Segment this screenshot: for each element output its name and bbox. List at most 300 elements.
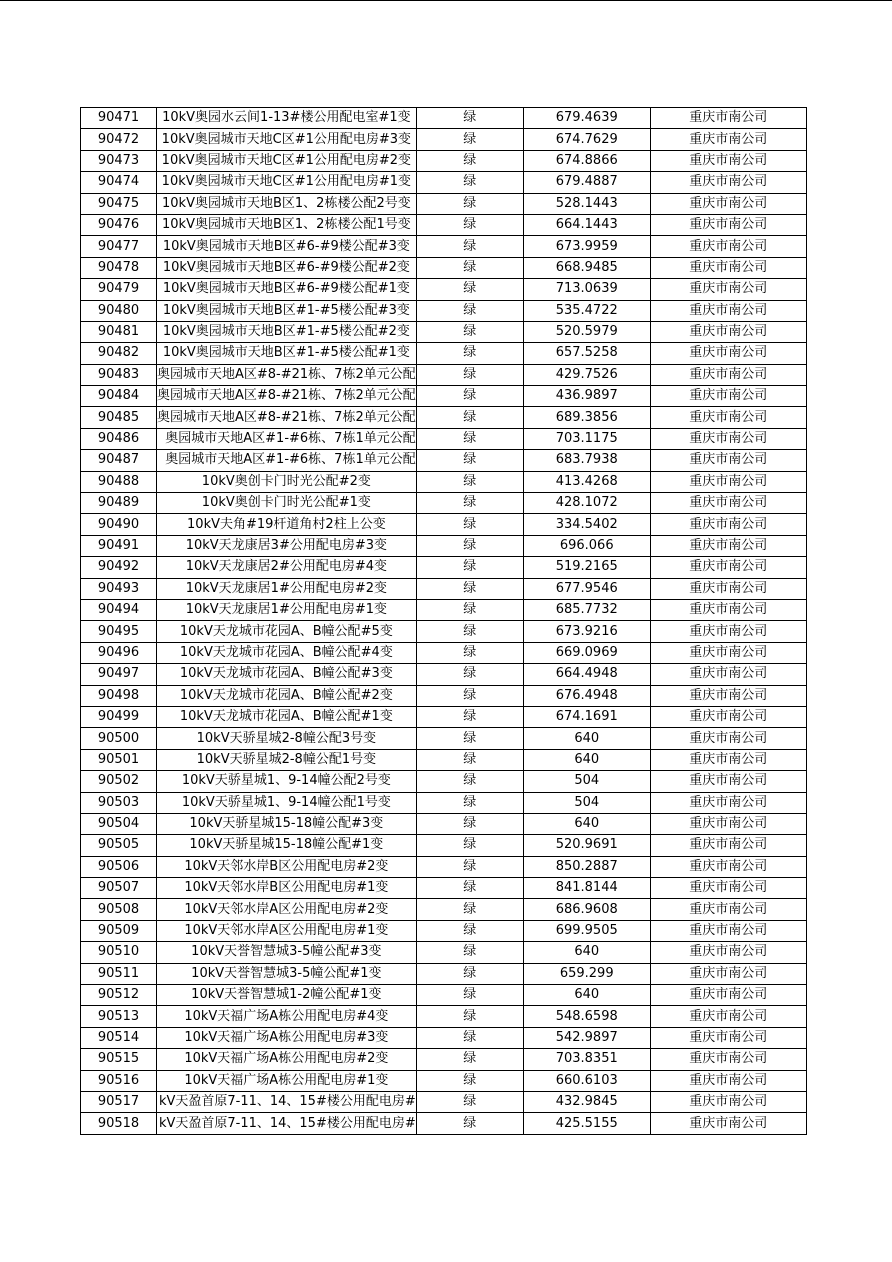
- id-cell: 90515: [81, 1049, 157, 1070]
- company-cell: 重庆市南公司: [650, 257, 806, 278]
- table-row: [81, 706, 807, 727]
- status-cell: 绿: [416, 214, 523, 235]
- status-cell: 绿: [416, 150, 523, 171]
- status-cell: 绿: [416, 300, 523, 321]
- name-label: 奥园城市天地A区#1-#6栋、7栋1单元公配: [165, 431, 416, 447]
- table-row: [81, 963, 807, 984]
- table-row: [81, 407, 807, 428]
- value-cell: 664.4948: [523, 664, 650, 685]
- company-cell: 重庆市南公司: [650, 856, 806, 877]
- company-cell: 重庆市南公司: [650, 1091, 806, 1112]
- name-text: [157, 408, 416, 428]
- id-cell: 90495: [81, 621, 157, 642]
- value-cell: 713.0639: [523, 279, 650, 300]
- id-cell: 90487: [81, 450, 157, 471]
- table-row: [81, 1049, 807, 1070]
- table-row: [81, 557, 807, 578]
- table-row: [81, 771, 807, 792]
- company-cell: 重庆市南公司: [650, 963, 806, 984]
- name-cell: 10kV奥园城市天地B区#6-#9楼公配#2变: [157, 257, 417, 278]
- company-cell: 重庆市南公司: [650, 1027, 806, 1048]
- table-row: [81, 172, 807, 193]
- name-label: 奥园城市天地A区#8-#21栋、7栋2单元公配: [157, 366, 416, 382]
- company-cell: 重庆市南公司: [650, 108, 806, 129]
- status-cell: 绿: [416, 963, 523, 984]
- status-cell: 绿: [416, 535, 523, 556]
- id-cell: 90489: [81, 493, 157, 514]
- name-cell: 10kV天邻水岸A区公用配电房#1变: [157, 920, 417, 941]
- value-cell: 668.9485: [523, 257, 650, 278]
- name-text: [157, 365, 416, 385]
- company-cell: 重庆市南公司: [650, 236, 806, 257]
- status-cell: 绿: [416, 920, 523, 941]
- status-cell: 绿: [416, 493, 523, 514]
- company-cell: 重庆市南公司: [650, 214, 806, 235]
- table-row: [81, 321, 807, 342]
- company-cell: 重庆市南公司: [650, 129, 806, 150]
- value-cell: 841.8144: [523, 878, 650, 899]
- table-row: [81, 257, 807, 278]
- table-row: [81, 450, 807, 471]
- id-cell: 90498: [81, 685, 157, 706]
- name-text: [157, 1114, 416, 1134]
- company-cell: 重庆市南公司: [650, 642, 806, 663]
- name-text: [157, 386, 416, 406]
- company-cell: 重庆市南公司: [650, 535, 806, 556]
- value-cell: 640: [523, 749, 650, 770]
- name-cell: 10kV天邻水岸A区公用配电房#2变: [157, 899, 417, 920]
- id-cell: 90481: [81, 321, 157, 342]
- table-row: [81, 493, 807, 514]
- name-cell: 10kV奥园城市天地B区#1-#5楼公配#1变: [157, 343, 417, 364]
- company-cell: 重庆市南公司: [650, 792, 806, 813]
- id-cell: 90518: [81, 1113, 157, 1134]
- status-cell: 绿: [416, 792, 523, 813]
- name-cell: 10kV奥创卡门时光公配#1变: [157, 493, 417, 514]
- id-cell: 90500: [81, 728, 157, 749]
- value-cell: 425.5155: [523, 1113, 650, 1134]
- status-cell: 绿: [416, 621, 523, 642]
- company-cell: 重庆市南公司: [650, 300, 806, 321]
- company-cell: 重庆市南公司: [650, 150, 806, 171]
- name-cell: 10kV天邻水岸B区公用配电房#1变: [157, 878, 417, 899]
- company-cell: 重庆市南公司: [650, 386, 806, 407]
- value-cell: 657.5258: [523, 343, 650, 364]
- value-cell: 676.4948: [523, 685, 650, 706]
- table-row: [81, 792, 807, 813]
- id-cell: 90514: [81, 1027, 157, 1048]
- company-cell: 重庆市南公司: [650, 749, 806, 770]
- company-cell: 重庆市南公司: [650, 706, 806, 727]
- table-row: [81, 813, 807, 834]
- id-cell: 90486: [81, 428, 157, 449]
- table-row: [81, 364, 807, 385]
- id-cell: 90507: [81, 878, 157, 899]
- status-cell: 绿: [416, 835, 523, 856]
- id-cell: 90477: [81, 236, 157, 257]
- value-cell: 674.1691: [523, 706, 650, 727]
- status-cell: 绿: [416, 557, 523, 578]
- value-cell: 436.9897: [523, 386, 650, 407]
- status-cell: 绿: [416, 813, 523, 834]
- company-cell: 重庆市南公司: [650, 364, 806, 385]
- id-cell: 90479: [81, 279, 157, 300]
- table-row: [81, 685, 807, 706]
- name-cell: 10kV天福广场A栋公用配电房#4变: [157, 1006, 417, 1027]
- table-row: [81, 386, 807, 407]
- table-row: [81, 343, 807, 364]
- name-cell: [157, 1113, 417, 1134]
- id-cell: 90493: [81, 578, 157, 599]
- table-row: [81, 1070, 807, 1091]
- name-cell: [157, 407, 417, 428]
- name-cell: 10kV奥园城市天地C区#1公用配电房#3变: [157, 129, 417, 150]
- table-row: [81, 642, 807, 663]
- page-top-border: [0, 0, 892, 1]
- id-cell: 90508: [81, 899, 157, 920]
- value-cell: 640: [523, 942, 650, 963]
- status-cell: 绿: [416, 471, 523, 492]
- table-row: [81, 279, 807, 300]
- status-cell: 绿: [416, 257, 523, 278]
- value-cell: 548.6598: [523, 1006, 650, 1027]
- name-cell: 10kV天龙康居3#公用配电房#3变: [157, 535, 417, 556]
- value-cell: 664.1443: [523, 214, 650, 235]
- name-cell: [157, 386, 417, 407]
- status-cell: 绿: [416, 1113, 523, 1134]
- table-row: [81, 664, 807, 685]
- id-cell: 90478: [81, 257, 157, 278]
- value-cell: 699.9505: [523, 920, 650, 941]
- id-cell: 90499: [81, 706, 157, 727]
- name-cell: 10kV天龙城市花园A、B幢公配#1变: [157, 706, 417, 727]
- value-cell: 640: [523, 985, 650, 1006]
- status-cell: 绿: [416, 749, 523, 770]
- name-cell: 10kV天龙康居1#公用配电房#1变: [157, 599, 417, 620]
- id-cell: 90484: [81, 386, 157, 407]
- status-cell: 绿: [416, 578, 523, 599]
- id-cell: 90492: [81, 557, 157, 578]
- company-cell: 重庆市南公司: [650, 450, 806, 471]
- name-cell: 10kV奥园城市天地B区#1-#5楼公配#2变: [157, 321, 417, 342]
- company-cell: 重庆市南公司: [650, 728, 806, 749]
- id-cell: 90480: [81, 300, 157, 321]
- name-cell: 10kV天誉智慧城3-5幢公配#1变: [157, 963, 417, 984]
- id-cell: 90482: [81, 343, 157, 364]
- status-cell: 绿: [416, 878, 523, 899]
- name-text: [157, 1092, 416, 1112]
- status-cell: 绿: [416, 685, 523, 706]
- company-cell: 重庆市南公司: [650, 621, 806, 642]
- value-cell: 679.4639: [523, 108, 650, 129]
- value-cell: 660.6103: [523, 1070, 650, 1091]
- value-cell: 696.066: [523, 535, 650, 556]
- table-row: [81, 1091, 807, 1112]
- name-cell: 10kV奥园城市天地C区#1公用配电房#2变: [157, 150, 417, 171]
- value-cell: 640: [523, 813, 650, 834]
- value-cell: 520.5979: [523, 321, 650, 342]
- table-row: [81, 300, 807, 321]
- id-cell: 90472: [81, 129, 157, 150]
- status-cell: 绿: [416, 193, 523, 214]
- value-cell: 677.9546: [523, 578, 650, 599]
- status-cell: 绿: [416, 428, 523, 449]
- status-cell: 绿: [416, 407, 523, 428]
- company-cell: 重庆市南公司: [650, 407, 806, 428]
- id-cell: 90509: [81, 920, 157, 941]
- name-cell: 10kV奥园城市天地B区#6-#9楼公配#3变: [157, 236, 417, 257]
- company-cell: 重庆市南公司: [650, 771, 806, 792]
- name-cell: 10kV天邻水岸B区公用配电房#2变: [157, 856, 417, 877]
- company-cell: 重庆市南公司: [650, 193, 806, 214]
- name-cell: 10kV夫角#19杆道角村2柱上公变: [157, 514, 417, 535]
- value-cell: 432.9845: [523, 1091, 650, 1112]
- id-cell: 90505: [81, 835, 157, 856]
- company-cell: 重庆市南公司: [650, 920, 806, 941]
- id-cell: 90491: [81, 535, 157, 556]
- id-cell: 90490: [81, 514, 157, 535]
- status-cell: 绿: [416, 108, 523, 129]
- table-row: [81, 835, 807, 856]
- value-cell: 683.7938: [523, 450, 650, 471]
- id-cell: 90488: [81, 471, 157, 492]
- company-cell: 重庆市南公司: [650, 985, 806, 1006]
- status-cell: 绿: [416, 1091, 523, 1112]
- value-cell: 334.5402: [523, 514, 650, 535]
- table-row: [81, 728, 807, 749]
- company-cell: 重庆市南公司: [650, 664, 806, 685]
- name-cell: 10kV天骄星城1、9-14幢公配1号变: [157, 792, 417, 813]
- id-cell: 90512: [81, 985, 157, 1006]
- status-cell: 绿: [416, 172, 523, 193]
- id-cell: 90504: [81, 813, 157, 834]
- name-cell: 10kV奥园城市天地B区#6-#9楼公配#1变: [157, 279, 417, 300]
- name-label: 奥园城市天地A区#8-#21栋、7栋2单元公配: [157, 409, 416, 425]
- name-cell: 10kV奥园城市天地C区#1公用配电房#1变: [157, 172, 417, 193]
- status-cell: 绿: [416, 1070, 523, 1091]
- table-row: [81, 920, 807, 941]
- company-cell: 重庆市南公司: [650, 557, 806, 578]
- table-row: [81, 1113, 807, 1134]
- name-label: 奥园城市天地A区#8-#21栋、7栋2单元公配: [157, 388, 416, 404]
- name-cell: 10kV天龙康居2#公用配电房#4变: [157, 557, 417, 578]
- value-cell: 686.9608: [523, 899, 650, 920]
- name-cell: 10kV天骄星城2-8幢公配1号变: [157, 749, 417, 770]
- table-row: [81, 514, 807, 535]
- table-row: [81, 621, 807, 642]
- name-text: [157, 450, 416, 470]
- name-cell: 10kV天龙康居1#公用配电房#2变: [157, 578, 417, 599]
- status-cell: 绿: [416, 129, 523, 150]
- name-cell: [157, 450, 417, 471]
- id-cell: 90494: [81, 599, 157, 620]
- value-cell: 528.1443: [523, 193, 650, 214]
- name-cell: 10kV天福广场A栋公用配电房#1变: [157, 1070, 417, 1091]
- table-row: [81, 878, 807, 899]
- table-row: [81, 535, 807, 556]
- name-cell: 10kV奥园城市天地B区1、2栋楼公配1号变: [157, 214, 417, 235]
- table-row: [81, 899, 807, 920]
- name-cell: 10kV奥园城市天地B区#1-#5楼公配#3变: [157, 300, 417, 321]
- value-cell: 703.1175: [523, 428, 650, 449]
- id-cell: 90501: [81, 749, 157, 770]
- company-cell: 重庆市南公司: [650, 514, 806, 535]
- company-cell: 重庆市南公司: [650, 321, 806, 342]
- name-cell: 10kV奥创卡门时光公配#2变: [157, 471, 417, 492]
- name-cell: 10kV奥园水云间1-13#楼公用配电室#1变: [157, 108, 417, 129]
- name-cell: 10kV天骄星城15-18幢公配#1变: [157, 835, 417, 856]
- table-row: [81, 942, 807, 963]
- id-cell: 90502: [81, 771, 157, 792]
- value-cell: 673.9216: [523, 621, 650, 642]
- name-cell: [157, 428, 417, 449]
- company-cell: 重庆市南公司: [650, 1113, 806, 1134]
- status-cell: 绿: [416, 899, 523, 920]
- company-cell: 重庆市南公司: [650, 172, 806, 193]
- company-cell: 重庆市南公司: [650, 899, 806, 920]
- value-cell: 703.8351: [523, 1049, 650, 1070]
- company-cell: 重庆市南公司: [650, 471, 806, 492]
- value-cell: 674.7629: [523, 129, 650, 150]
- company-cell: 重庆市南公司: [650, 835, 806, 856]
- status-cell: 绿: [416, 664, 523, 685]
- id-cell: 90476: [81, 214, 157, 235]
- status-cell: 绿: [416, 771, 523, 792]
- value-cell: 542.9897: [523, 1027, 650, 1048]
- status-cell: 绿: [416, 236, 523, 257]
- id-cell: 90506: [81, 856, 157, 877]
- status-cell: 绿: [416, 514, 523, 535]
- id-cell: 90471: [81, 108, 157, 129]
- status-cell: 绿: [416, 1049, 523, 1070]
- id-cell: 90497: [81, 664, 157, 685]
- value-cell: 674.8866: [523, 150, 650, 171]
- name-label: kV天盈首原7-11、14、15#楼公用配电房#: [158, 1094, 416, 1110]
- status-cell: 绿: [416, 364, 523, 385]
- value-cell: 689.3856: [523, 407, 650, 428]
- table-row: [81, 856, 807, 877]
- status-cell: 绿: [416, 1027, 523, 1048]
- name-cell: 10kV天福广场A栋公用配电房#2变: [157, 1049, 417, 1070]
- table-row: [81, 1006, 807, 1027]
- name-cell: 10kV天龙城市花园A、B幢公配#4变: [157, 642, 417, 663]
- id-cell: 90473: [81, 150, 157, 171]
- value-cell: 669.0969: [523, 642, 650, 663]
- id-cell: 90503: [81, 792, 157, 813]
- value-cell: 850.2887: [523, 856, 650, 877]
- company-cell: 重庆市南公司: [650, 1049, 806, 1070]
- table-row: [81, 129, 807, 150]
- company-cell: 重庆市南公司: [650, 428, 806, 449]
- status-cell: 绿: [416, 642, 523, 663]
- id-cell: 90474: [81, 172, 157, 193]
- company-cell: 重庆市南公司: [650, 493, 806, 514]
- status-cell: 绿: [416, 856, 523, 877]
- company-cell: 重庆市南公司: [650, 878, 806, 899]
- company-cell: 重庆市南公司: [650, 942, 806, 963]
- id-cell: 90510: [81, 942, 157, 963]
- table-row: [81, 749, 807, 770]
- status-cell: 绿: [416, 279, 523, 300]
- id-cell: 90496: [81, 642, 157, 663]
- table-row: [81, 985, 807, 1006]
- table-row: [81, 214, 807, 235]
- table-row: [81, 428, 807, 449]
- company-cell: 重庆市南公司: [650, 279, 806, 300]
- status-cell: 绿: [416, 728, 523, 749]
- name-cell: [157, 364, 417, 385]
- id-cell: 90475: [81, 193, 157, 214]
- value-cell: 685.7732: [523, 599, 650, 620]
- value-cell: 413.4268: [523, 471, 650, 492]
- data-table: [80, 107, 807, 1135]
- name-cell: 10kV天龙城市花园A、B幢公配#2变: [157, 685, 417, 706]
- name-cell: 10kV天龙城市花园A、B幢公配#3变: [157, 664, 417, 685]
- value-cell: 659.299: [523, 963, 650, 984]
- value-cell: 504: [523, 792, 650, 813]
- id-cell: 90513: [81, 1006, 157, 1027]
- table-body: [81, 108, 807, 1135]
- value-cell: 428.1072: [523, 493, 650, 514]
- company-cell: 重庆市南公司: [650, 813, 806, 834]
- value-cell: 520.9691: [523, 835, 650, 856]
- value-cell: 640: [523, 728, 650, 749]
- value-cell: 679.4887: [523, 172, 650, 193]
- company-cell: 重庆市南公司: [650, 1070, 806, 1091]
- name-text: [157, 429, 416, 449]
- status-cell: 绿: [416, 450, 523, 471]
- id-cell: 90511: [81, 963, 157, 984]
- table-row: [81, 1027, 807, 1048]
- table-row: [81, 599, 807, 620]
- name-label: kV天盈首原7-11、14、15#楼公用配电房#: [158, 1115, 416, 1131]
- id-cell: 90516: [81, 1070, 157, 1091]
- id-cell: 90483: [81, 364, 157, 385]
- value-cell: 673.9959: [523, 236, 650, 257]
- value-cell: 429.7526: [523, 364, 650, 385]
- value-cell: 504: [523, 771, 650, 792]
- name-cell: 10kV天福广场A栋公用配电房#3变: [157, 1027, 417, 1048]
- name-cell: 10kV天骄星城1、9-14幢公配2号变: [157, 771, 417, 792]
- company-cell: 重庆市南公司: [650, 599, 806, 620]
- status-cell: 绿: [416, 942, 523, 963]
- status-cell: 绿: [416, 599, 523, 620]
- name-cell: 10kV天龙城市花园A、B幢公配#5变: [157, 621, 417, 642]
- table-row: [81, 108, 807, 129]
- company-cell: 重庆市南公司: [650, 1006, 806, 1027]
- id-cell: 90485: [81, 407, 157, 428]
- table-row: [81, 150, 807, 171]
- company-cell: 重庆市南公司: [650, 578, 806, 599]
- table-row: [81, 578, 807, 599]
- table-row: [81, 236, 807, 257]
- status-cell: 绿: [416, 343, 523, 364]
- name-cell: 10kV天誉智慧城1-2幢公配#1变: [157, 985, 417, 1006]
- status-cell: 绿: [416, 386, 523, 407]
- table-row: [81, 193, 807, 214]
- name-cell: 10kV天骄星城15-18幢公配#3变: [157, 813, 417, 834]
- name-cell: 10kV奥园城市天地B区1、2栋楼公配2号变: [157, 193, 417, 214]
- name-cell: 10kV天誉智慧城3-5幢公配#3变: [157, 942, 417, 963]
- status-cell: 绿: [416, 321, 523, 342]
- status-cell: 绿: [416, 1006, 523, 1027]
- status-cell: 绿: [416, 985, 523, 1006]
- value-cell: 535.4722: [523, 300, 650, 321]
- company-cell: 重庆市南公司: [650, 685, 806, 706]
- table-row: [81, 471, 807, 492]
- status-cell: 绿: [416, 706, 523, 727]
- id-cell: 90517: [81, 1091, 157, 1112]
